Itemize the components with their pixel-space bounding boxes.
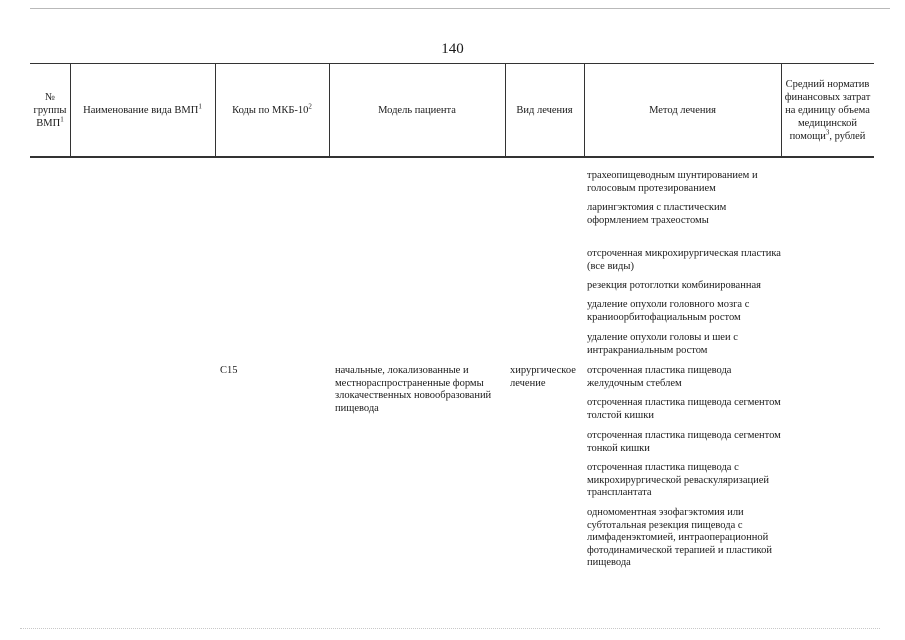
method-item: удаление опухоли головного мозга с краниоорбитофациальным ростом bbox=[587, 299, 750, 323]
header-avg-norm: Средний норматив финансовых затрат на единицу объема медицинской помощи$^3$, рублей bbox=[784, 78, 871, 142]
method-item: удаление опухоли головы и шеи с интракраниальным ростом bbox=[587, 332, 738, 356]
header-treatment-method: Метод лечения bbox=[649, 104, 716, 116]
table-header bbox=[30, 63, 874, 158]
method-item: отсроченная пластика пищевода с микрохирургической реваскуляризацией трансплантата bbox=[587, 462, 769, 498]
header-group-no: № группы ВМП$^1$ bbox=[33, 91, 67, 129]
method-item: отсроченная пластика пищевода желудочным стеблем bbox=[587, 365, 732, 389]
method-item: трахеопищеводным шунтированием и голосовым протезированием bbox=[587, 170, 758, 194]
header-patient-model: Модель пациента bbox=[378, 104, 456, 116]
method-item: отсроченная микрохирургическая пластика (все виды) bbox=[587, 248, 781, 272]
patient-model-cell: начальные, локализованные и местнораспространенные формы злокачественных новообразований пищевода bbox=[335, 365, 492, 414]
page-number: 140 bbox=[441, 41, 464, 57]
treatment-type-cell: хирургическое лечение bbox=[510, 365, 576, 389]
header-vmp-name: Наименование вида ВМП$^1$ bbox=[83, 102, 202, 116]
header-treatment-type: Вид лечения bbox=[516, 104, 573, 116]
method-item: отсроченная пластика пищевода сегментом тонкой кишки bbox=[587, 430, 781, 454]
icd-code-cell: C15 bbox=[220, 365, 238, 376]
method-item: одномоментная эзофагэктомия или субтотальная резекция пищевода с лимфаденэктомией, интраоперационной фотодинамической терапией и пластикой пищевода bbox=[587, 507, 772, 568]
scan-bottom-edge bbox=[20, 628, 880, 629]
method-item: отсроченная пластика пищевода сегментом толстой кишки bbox=[587, 397, 781, 421]
method-item: ларингэктомия с пластическим оформлением трахеостомы bbox=[587, 202, 727, 226]
scan-top-rule bbox=[30, 8, 890, 9]
header-icd-codes: Коды по МКБ-$10^2$ bbox=[232, 102, 312, 116]
method-item: резекция ротоглотки комбинированная bbox=[587, 280, 761, 291]
